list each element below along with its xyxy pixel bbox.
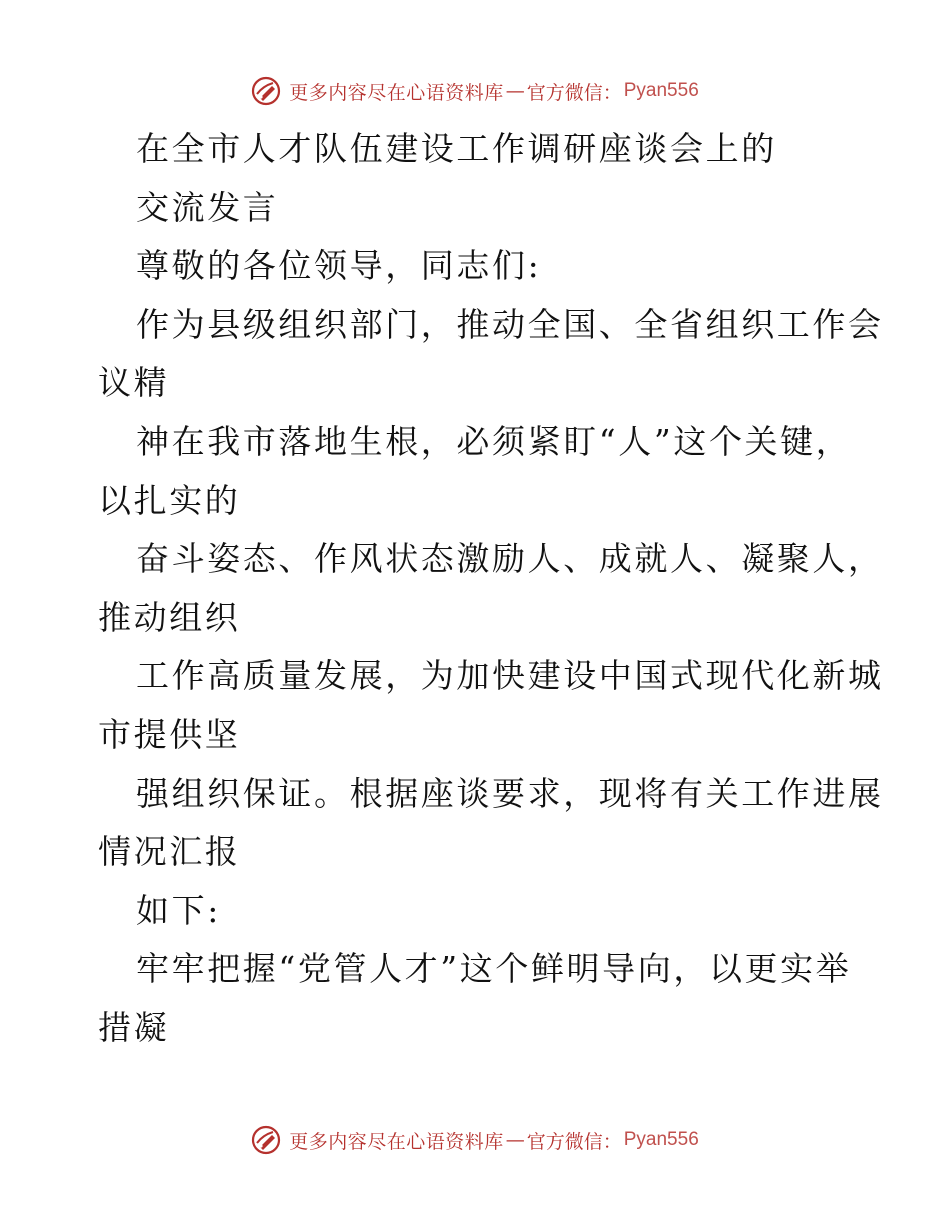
paragraph-line: 作为县级组织部门，推动全国、全省组织工作会 [136, 304, 884, 344]
watermark-footer [0, 1120, 950, 1160]
paragraph-line: 如下: [136, 890, 221, 930]
paragraph-line: 牢牢把握“党管人才”这个鲜明导向，以更实举 [136, 949, 852, 989]
pen-logo-icon [251, 76, 281, 106]
paragraph-line: 情况汇报 [98, 832, 241, 872]
paragraph-line: 以扎实的 [98, 480, 241, 520]
paragraph-line: 奋斗姿态、作风状态激励人、成就人、凝聚人， [136, 539, 884, 579]
paragraph-line: 措凝 [98, 1007, 170, 1047]
document-body [98, 120, 884, 1058]
watermark-header [0, 71, 950, 111]
pen-logo-icon [251, 1125, 281, 1155]
watermark-wechat-label: 官方微信： [526, 1130, 622, 1153]
watermark-dash: — [505, 1129, 525, 1151]
paragraph-line: 神在我市落地生根，必须紧盯“人”这个关键， [136, 421, 852, 461]
watermark-text: 更多内容尽在心语资料库 [289, 1130, 504, 1153]
paragraph-line: 强组织保证。根据座谈要求，现将有关工作进展 [136, 773, 884, 813]
paragraph-line: 市提供坚 [98, 714, 241, 754]
salutation: 尊敬的各位领导，同志们: [136, 246, 542, 286]
title-line-2: 交流发言 [136, 187, 279, 227]
paragraph-line: 工作高质量发展，为加快建设中国式现代化新城 [136, 656, 884, 696]
watermark-wechat-id: Pyan556 [623, 80, 699, 101]
paragraph-line: 议精 [98, 363, 170, 403]
watermark-text: 更多内容尽在心语资料库 [289, 81, 504, 104]
watermark-wechat-id: Pyan556 [623, 1129, 699, 1150]
watermark-wechat-label: 官方微信： [526, 81, 622, 104]
paragraph-line: 推动组织 [98, 597, 241, 637]
title-line-1: 在全市人才队伍建设工作调研座谈会上的 [136, 129, 777, 168]
watermark-dash: — [505, 80, 525, 102]
